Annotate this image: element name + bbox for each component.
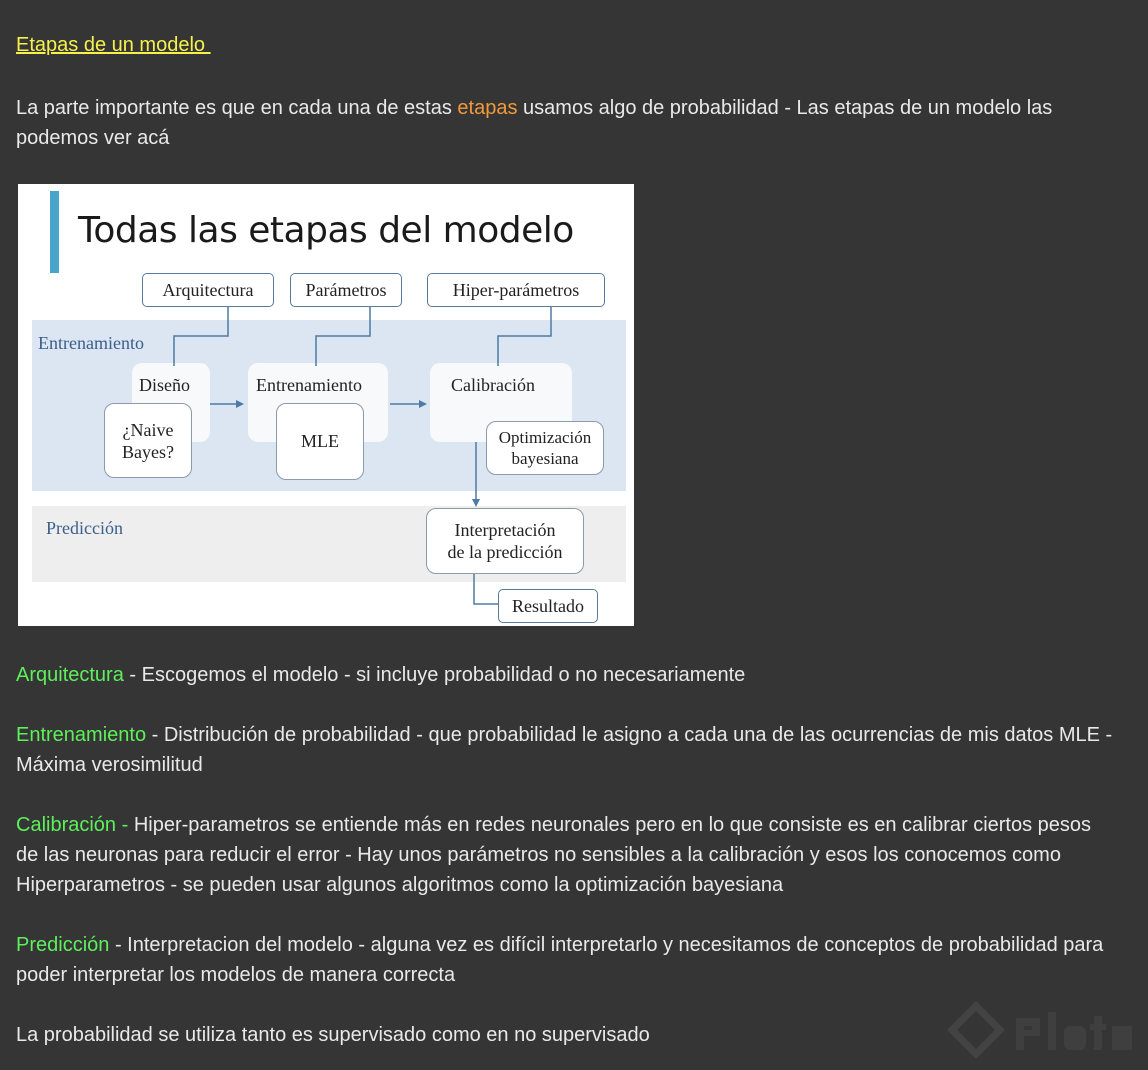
- naive-bayes-line2: Bayes?: [122, 441, 174, 462]
- architecture-paragraph: [16, 660, 745, 690]
- prediction-interpretation-box: [426, 508, 584, 574]
- closing-paragraph: La probabilidad se utiliza tanto es supervisado como en no supervisado: [16, 1024, 650, 1046]
- calibration-stage-label: Calibración: [451, 375, 535, 395]
- prediction-paragraph: [16, 930, 1116, 990]
- bayesian-optimization-line1: Optimización: [498, 428, 592, 447]
- architecture-term: Arquitectura: [16, 664, 124, 686]
- intro-paragraph: [16, 93, 1096, 153]
- intro-text-before: La parte importante es que en cada una de estas: [16, 97, 458, 119]
- intro-highlight: etapas: [457, 97, 518, 119]
- intro-text-after: usamos algo de probabilidad - Las etapas de un modelo las podemos ver acá: [16, 97, 1053, 149]
- calibration-paragraph: [16, 810, 1116, 900]
- prediction-text: - Interpretacion del modelo - alguna vez es difícil interpretarlo y necesitamos de conceptos de probabilidad para poder interpretar los modelos de manera correcta: [16, 934, 1104, 986]
- prediction-interpretation-line2: de la predicción: [447, 542, 563, 562]
- design-stage-label: Diseño: [139, 375, 190, 395]
- result-box: Resultado: [498, 589, 598, 623]
- hyperparameters-box: Hiper-parámetros: [427, 273, 605, 307]
- model-stages-diagram: [18, 184, 634, 626]
- title-accent-bar: [50, 191, 59, 273]
- platzi-logo-icon: [944, 1000, 1134, 1060]
- calibration-term: Calibración -: [16, 814, 134, 836]
- training-term: Entrenamiento: [16, 724, 147, 746]
- architecture-box: Arquitectura: [142, 273, 274, 307]
- training-section-label: Entrenamiento: [38, 333, 144, 353]
- training-paragraph: [16, 720, 1116, 780]
- prediction-term: Predicción: [16, 934, 110, 956]
- architecture-text: - Escogemos el modelo - si incluye probabilidad o no necesariamente: [123, 664, 746, 686]
- mle-box: MLE: [276, 403, 364, 480]
- calibration-text: Hiper-parametros se entiende más en redes neuronales pero en lo que consiste es en calibrar ciertos pesos de las neuronas para reducir el error - Hay unos parámetros no sensibles a la calibración y esos los conocemos como Hiperparametros - se pueden usar algunos algoritmos como la optimización bayesiana: [16, 814, 1092, 896]
- prediction-section-label: Predicción: [46, 518, 123, 538]
- naive-bayes-box: [104, 403, 192, 478]
- parameters-box: Parámetros: [290, 273, 402, 307]
- bayesian-optimization-box: [486, 421, 604, 475]
- training-text: - Distribución de probabilidad - que probabilidad le asigno a cada una de las ocurrencias de mis datos MLE - Máxima verosimilitud: [16, 724, 1113, 776]
- bayesian-optimization-line2: bayesiana: [511, 449, 579, 468]
- prediction-interpretation-line1: Interpretación: [454, 520, 556, 540]
- section-heading-link[interactable]: Etapas de un modelo: [16, 34, 211, 56]
- training-stage-label: Entrenamiento: [256, 375, 362, 395]
- diagram-title: Todas las etapas del modelo: [78, 210, 574, 251]
- naive-bayes-line1: ¿Naive: [122, 419, 174, 440]
